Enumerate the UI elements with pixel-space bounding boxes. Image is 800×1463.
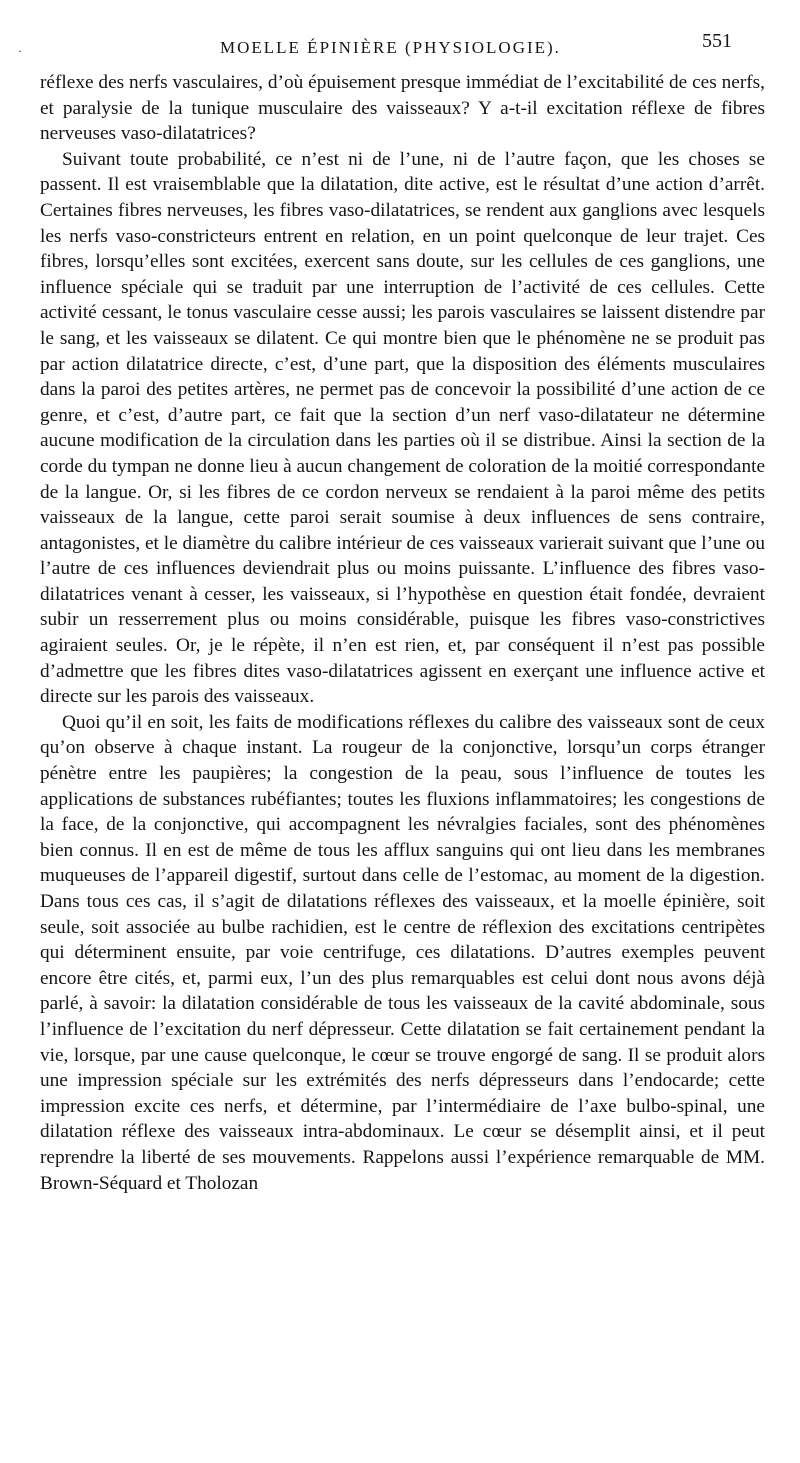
- paragraph-continuation: réflexe des nerfs vasculaires, d’où épuisement presque immédiat de l’excitabilité de ces nerfs, et paralysie de la tunique musculaire des vaisseaux? Y a-t-il excitation réflexe de fibres nerveuses vaso-dilatatrices?: [40, 72, 765, 145]
- running-title: MOELLE ÉPINIÈRE (PHYSIOLOGIE).: [220, 38, 561, 57]
- body-text: [40, 70, 765, 1196]
- paragraph: Quoi qu’il en soit, les faits de modifications réflexes du calibre des vaisseaux sont de ceux qu’on observe à chaque instant. La rougeur de la conjonctive, lorsqu’un corps étranger pénètre entre les paupières; la congestion de la peau, sous l’influence de toutes les applications de substances rubéfiantes; toutes les fluxions inflammatoires; les congestions de la face, de la conjonctive, qui accompagnent les névralgies faciales, sont des phénomènes bien connus. Il en est de même de tous les afflux sanguins qui ont lieu dans les membranes muqueuses de l’appareil digestif, surtout dans celle de l’estomac, au moment de la digestion. Dans tous ces cas, il s’agit de dilatations réflexes des vaisseaux, et la moelle épinière, soit seule, soit associée au bulbe rachidien, est le centre de réflexion des excitations centripètes qui déterminent ensuite, par voie centrifuge, ces dilatations. D’autres exemples peuvent encore être cités, et, parmi eux, l’un des plus remarquables est celui dont nous avons déjà parlé, à savoir: la dilatation considérable de tous les vaisseaux de la cavité abdominale, sous l’influence de l’excitation du nerf dépresseur. Cette dilatation se fait certainement pendant la vie, lorsque, par une cause quelconque, le cœur se trouve engorgé de sang. Il se produit alors une impression spéciale sur les extrémités des nerfs dépresseurs dans l’endocarde; cette impression excite ces nerfs, et détermine, par l’intermédiaire de l’axe bulbo-spinal, une dilatation réflexe des vaisseaux intra-abdominaux. Le cœur se désemplit ainsi, et il peut reprendre la liberté de ses mouvements. Rappelons aussi l’expérience remarquable de MM. Brown-Séquard et Tholozan: [40, 711, 765, 1194]
- paragraph: Suivant toute probabilité, ce n’est ni de l’une, ni de l’autre façon, que les choses se passent. Il est vraisemblable que la dilatation, dite active, est le résultat d’une action d’arrêt. Certaines fibres nerveuses, les fibres vaso-dilatatrices, se rendent aux ganglions avec lesquels les nerfs vaso-constricteurs entrent en relation, en un point quelconque de leur trajet. Ces fibres, lorsqu’elles sont excitées, exercent sans doute, sur les cellules de ces ganglions, une influence spéciale qui se traduit par une interruption de l’activité de ces cellules. Cette activité cessant, le tonus vasculaire cesse aussi; les parois vasculaires se laissent distendre par le sang, et les vaisseaux se dilatent. Ce qui montre bien que le phénomène ne se produit pas par action dilatatrice directe, c’est, d’une part, que la disposition des éléments musculaires dans la paroi des petites artères, ne permet pas de concevoir la possibilité d’une action de ce genre, et c’est, d’autre part, ce fait que la section d’un nerf vaso-dilatateur ne détermine aucune modification de la circulation dans les parties où il se distribue. Ainsi la section de la corde du tympan ne donne lieu à aucun changement de coloration de la moitié correspondante de la langue. Or, si les fibres de ce cordon nerveux se rendaient à la paroi même des petits vaisseaux de la langue, cette paroi serait soumise à deux influences de sens contraire, antagonistes, et le diamètre du calibre intérieur de ces vaisseaux varierait suivant que l’une ou l’autre de ces influences deviendrait plus ou moins puissante. L’influence des fibres vaso-dilatatrices venant à cesser, les vaisseaux, si l’hypothèse en question était fondée, devraient subir un resserrement plus ou moins considérable, puisque les fibres vaso-constrictives agiraient seules. Or, je le répète, il n’en est rien, et, par conséquent il n’est pas possible d’admettre que les fibres dites vaso-dilatatrices agissent en exerçant une influence active et directe sur les parois des vaisseaux.: [40, 148, 765, 708]
- page-header: [40, 30, 760, 70]
- page-number: 551: [702, 30, 732, 52]
- margin-mark: ·: [18, 44, 22, 58]
